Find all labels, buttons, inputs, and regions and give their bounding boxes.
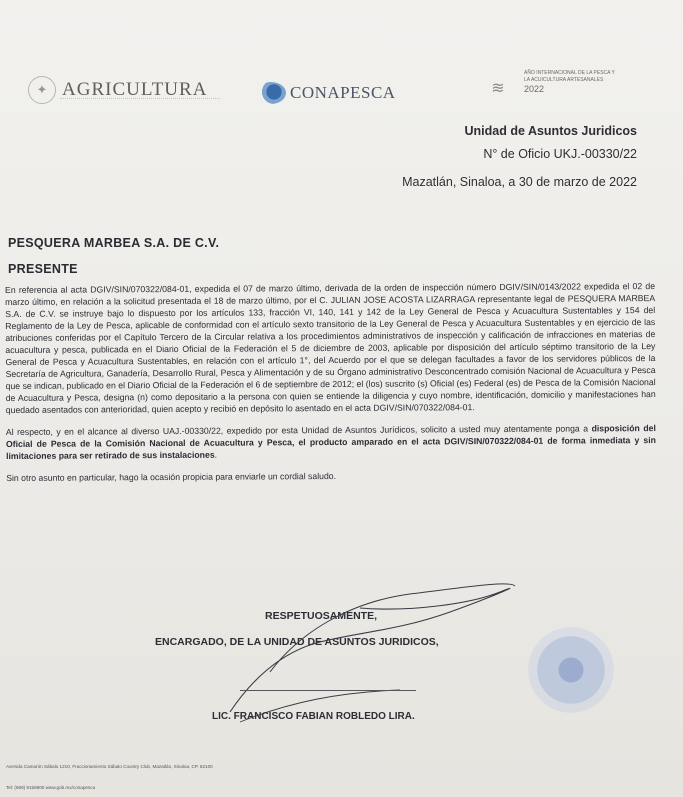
body-paragraph-2 bbox=[6, 422, 656, 462]
body-paragraph-2-intro: Al respecto, y en el alcance al diverso UAJ.-00330/22, expedido por esta Unidad de Asuntos Jurídicos, solicito a usted muy atentamente ponga a bbox=[5, 423, 592, 437]
fishing-net-icon: ≋ bbox=[491, 80, 505, 97]
addressee-block bbox=[8, 236, 219, 288]
official-stamp bbox=[528, 627, 614, 713]
presente-label: PRESENTE bbox=[8, 262, 78, 276]
agricultura-subline bbox=[60, 98, 220, 102]
stamp-caption bbox=[508, 715, 628, 721]
signer-title: ENCARGADO, DE LA UNIDAD DE ASUNTOS JURIDICOS, bbox=[155, 636, 439, 648]
document-meta bbox=[402, 124, 637, 189]
agricultura-wordmark: AGRICULTURA bbox=[62, 79, 208, 100]
handwritten-signature bbox=[210, 572, 530, 732]
conapesca-fish-icon bbox=[256, 82, 286, 104]
body-paragraph-2-emphasis: disposición del Oficial de Pesca de la Comisión Nacional de Acuacultura y Pesca, el producto amparado en el acta DGIV/SIN/070322/084-01 de forma inmediata y sin limitaciones para ser retirado de sus instalaciones bbox=[5, 423, 656, 461]
signature-line bbox=[240, 690, 416, 691]
letter-footer bbox=[6, 756, 213, 797]
conapesca-logo bbox=[256, 82, 396, 104]
footer-contact: Tel: (669) 9156900 www.gob.mx/conapesca bbox=[6, 785, 96, 790]
national-seal-icon: ✦ bbox=[28, 76, 56, 104]
signer-name: LIC. FRANCISCO FABIAN ROBLEDO LIRA. bbox=[212, 711, 415, 722]
international-year-number: 2022 bbox=[524, 84, 545, 94]
body-paragraph-3: Sin otro asunto en particular, hago la ocasión propicia para enviarle un cordial saludo. bbox=[6, 470, 337, 483]
conapesca-wordmark: CONAPESCA bbox=[290, 83, 396, 102]
footer-address: Avenida Camarón Sábalo 1210, Fraccionamiento Sábalo Country Club, Mazatlán, Sinaloa, CP. 82100 bbox=[6, 764, 213, 769]
addressee-company: PESQUERA MARBEA S.A. DE C.V. bbox=[8, 236, 220, 250]
international-year-text: AÑO INTERNACIONAL DE LA PESCA Y LA ACUICULTURA ARTESANALES bbox=[524, 70, 615, 83]
international-year-logo bbox=[478, 70, 616, 108]
letter-body bbox=[5, 280, 656, 494]
place-and-date: Mazatlán, Sinaloa, a 30 de marzo de 2022 bbox=[402, 175, 637, 189]
issuing-unit: Unidad de Asuntos Juridicos bbox=[464, 124, 637, 138]
respetuosamente-label: RESPETUOSAMENTE, bbox=[265, 610, 378, 622]
oficio-number: N° de Oficio UKJ.-00330/22 bbox=[483, 147, 637, 161]
letterhead bbox=[0, 70, 683, 130]
body-paragraph-2-end: . bbox=[214, 449, 218, 460]
body-paragraph-1: En referencia al acta DGIV/SIN/070322/084-01, expedida el 07 de marzo último, derivada de la orden de inspección número DGIV/SIN/0143/2022 expedida el 02 de marzo último, en relación a la solicitud presentada el 18 de marzo último, por el C. JULIAN JOSE ACOSTA LIZARRAGA representante legal de PESQUERA MARBEA S.A. de C.V. se instruye bajo lo dispuesto por los artículos 133, fracción VI, 140, 141 y 142 de la Ley General de Pesca y Acuacultura Sustentables y 154 del Reglamento de la Ley de Pesca, aplicable de conformidad con el artículo sexto transitorio de la Ley General de Pesca y Acuacultura Sustentables y en ejercicio de las atribuciones conferidas por el Capítulo Tercero de la Circular relativa a los procedimientos administrativos de inspección y calificación de infracciones en materias de acuacultura y pesca, publicada en el Diario Oficial de la Federación el 5 de diciembre de 2003, aplicable por disposición del artículo séptimo transitorio de la Ley General de Pesca y Acuacultura Sustentables, en relación con el artículo 1°, del Acuerdo por el que se delegan facultades a favor de los servidores públicos de la Secretaría de Agricultura, Ganadería, Desarrollo Rural, Pesca y Alimentación y de su Órgano administrativo Desconcentrado comisión Nacional de Acuacultura y Pesca que se indican, publicado en el Diario Oficial de la Federación el 6 de septiembre de 2012; el (los) suscrito (s) Oficial (es) Federal (es) de Pesca de la Comisión Nacional de Acuacultura y Pesca, designa (n) como depositario a la persona con quien se entiende la diligencia y cuyo nombre, identificación, domicilio y manifestaciones han quedado asentados con anterioridad, quien acepto y recibió en depósito lo asentado en el acta DGIV/SIN/070322/084-01. bbox=[5, 281, 656, 415]
